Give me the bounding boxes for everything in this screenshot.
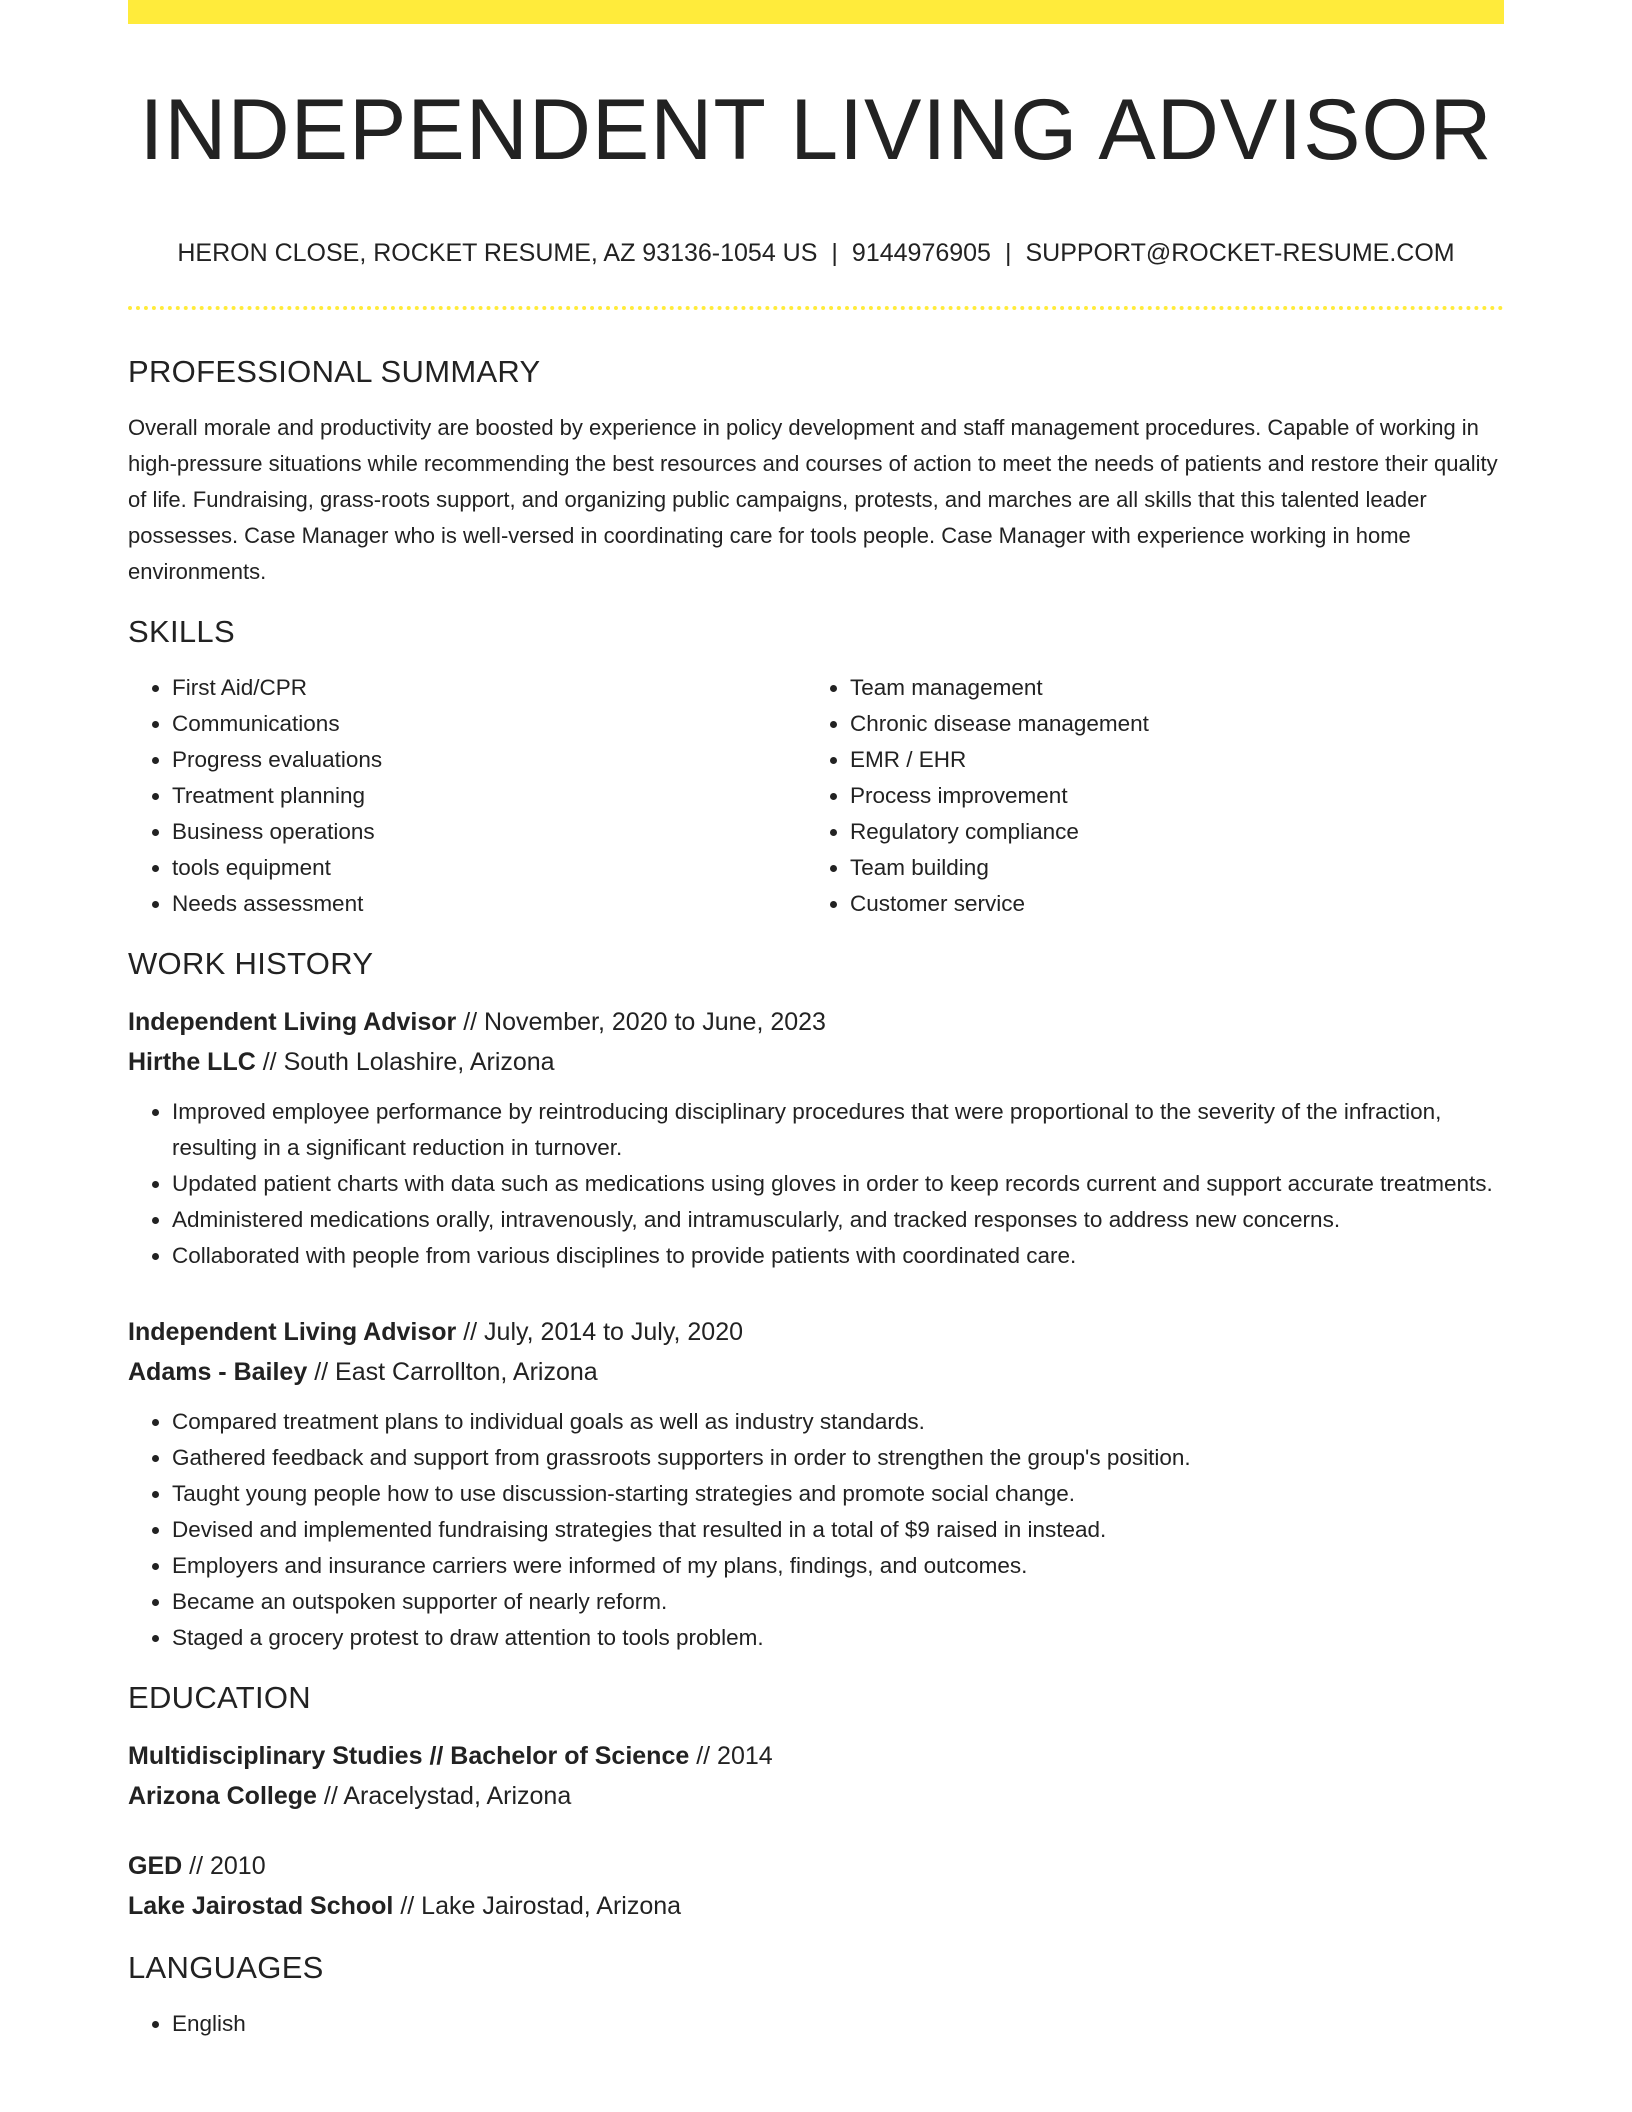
education-location: // Aracelystad, Arizona — [323, 1782, 572, 1810]
language-item: • English — [172, 2006, 1504, 2042]
summary-text: Overall morale and productivity are boosted by experience in policy development and staff management procedures. Capable of working in high-pressure situations while recommending the best resources and courses of action to meet the needs of patients and restore their quality of life. Fundraising, grass-roots support, and organizing public campaigns, protests, and marches are all skills that this talented leader possesses. Case Manager who is well-versed in coordinating care for tools people. Case Manager with experience working in home environments. — [128, 415, 1498, 584]
job-dates: // November, 2020 to June, 2023 — [463, 1008, 826, 1036]
skill-item: • tools equipment — [172, 850, 806, 886]
skill-item: • Communications — [172, 706, 806, 742]
education-school: Lake Jairostad School — [128, 1892, 394, 1920]
contact-address: HERON CLOSE, ROCKET RESUME, AZ 93136-1054 US — [177, 239, 818, 267]
top-accent-bar — [128, 0, 1504, 24]
education-school-line — [128, 1886, 1504, 1926]
skill-item: • Regulatory compliance — [850, 814, 1484, 850]
job-bullets — [128, 1094, 1504, 1274]
education-degree: Multidisciplinary Studies // Bachelor of Science — [128, 1742, 690, 1770]
summary-section — [128, 352, 1504, 590]
section-heading: EDUCATION — [128, 1680, 311, 1715]
skill-item: • Treatment planning — [172, 778, 806, 814]
skill-item: • Team management — [850, 670, 1484, 706]
section-heading: PROFESSIONAL SUMMARY — [128, 354, 541, 389]
skill-item: • Business operations — [172, 814, 806, 850]
job-title-line — [128, 1002, 1504, 1042]
resume-body — [128, 352, 1504, 2042]
job-bullet: • Collaborated with people from various disciplines to provide patients with coordinated care. — [172, 1238, 1504, 1274]
education-year: // 2014 — [696, 1742, 773, 1770]
job-bullet: • Gathered feedback and support from grassroots supporters in order to strengthen the group's position. — [172, 1440, 1504, 1476]
job-company-line — [128, 1352, 1504, 1392]
skill-item: • Process improvement — [850, 778, 1484, 814]
contact-separator: | — [831, 239, 838, 267]
skill-item: • First Aid/CPR — [172, 670, 806, 706]
contact-line — [128, 236, 1504, 270]
section-heading: LANGUAGES — [128, 1950, 324, 1985]
job-bullet: • Devised and implemented fundraising strategies that resulted in a total of $9 raised in instead. — [172, 1512, 1504, 1548]
job-title: Independent Living Advisor — [128, 1008, 457, 1036]
work-history-section — [128, 944, 1504, 1656]
skill-item: • Customer service — [850, 886, 1484, 922]
job-bullet: • Became an outspoken supporter of nearly reform. — [172, 1584, 1504, 1620]
job-bullet: • Updated patient charts with data such as medications using gloves in order to keep records current and support accurate treatments. — [172, 1166, 1504, 1202]
job-dates: // July, 2014 to July, 2020 — [463, 1318, 744, 1346]
education-degree: GED — [128, 1852, 183, 1880]
section-heading: WORK HISTORY — [128, 946, 374, 981]
languages-section — [128, 1948, 1504, 2042]
skill-item: • Needs assessment — [172, 886, 806, 922]
job-title: Independent Living Advisor — [128, 1318, 457, 1346]
skills-list-right — [806, 670, 1484, 922]
job-entry — [128, 1312, 1504, 1656]
education-school-line — [128, 1776, 1504, 1816]
education-location: // Lake Jairostad, Arizona — [400, 1892, 682, 1920]
skills-section — [128, 612, 1504, 922]
education-entry — [128, 1736, 1504, 1816]
job-location: // South Lolashire, Arizona — [262, 1048, 555, 1076]
skills-list-left — [128, 670, 806, 922]
job-bullet: • Staged a grocery protest to draw attention to tools problem. — [172, 1620, 1504, 1656]
job-company: Adams - Bailey — [128, 1358, 308, 1386]
job-location: // East Carrollton, Arizona — [314, 1358, 598, 1386]
dotted-divider — [128, 306, 1504, 310]
contact-email[interactable]: SUPPORT@ROCKET-RESUME.COM — [1025, 239, 1455, 267]
skill-item: • EMR / EHR — [850, 742, 1484, 778]
job-bullet: • Taught young people how to use discussion-starting strategies and promote social change. — [172, 1476, 1504, 1512]
resume-title: INDEPENDENT LIVING ADVISOR — [139, 82, 1493, 178]
job-entry — [128, 1002, 1504, 1274]
education-degree-line — [128, 1736, 1504, 1776]
job-bullets — [128, 1404, 1504, 1656]
education-year: // 2010 — [189, 1852, 266, 1880]
job-company-line — [128, 1042, 1504, 1082]
contact-phone[interactable]: 9144976905 — [851, 239, 991, 267]
skill-item: • Progress evaluations — [172, 742, 806, 778]
job-company: Hirthe LLC — [128, 1048, 256, 1076]
contact-separator: | — [1004, 239, 1012, 267]
languages-list — [128, 2006, 1504, 2042]
job-bullet: • Compared treatment plans to individual goals as well as industry standards. — [172, 1404, 1504, 1440]
education-section — [128, 1678, 1504, 1926]
job-bullet: • Administered medications orally, intravenously, and intramuscularly, and tracked responses to address new concerns. — [172, 1202, 1504, 1238]
skill-item: • Chronic disease management — [850, 706, 1484, 742]
education-degree-line — [128, 1846, 1504, 1886]
section-heading: SKILLS — [128, 614, 235, 649]
skill-item: • Team building — [850, 850, 1484, 886]
job-bullet: • Employers and insurance carriers were informed of my plans, findings, and outcomes. — [172, 1548, 1504, 1584]
skills-columns — [128, 670, 1504, 922]
education-school: Arizona College — [128, 1782, 317, 1810]
job-bullet: • Improved employee performance by reintroducing disciplinary procedures that were proportional to the severity of the infraction, resulting in a significant reduction in turnover. — [172, 1094, 1504, 1166]
job-title-line — [128, 1312, 1504, 1352]
education-entry — [128, 1846, 1504, 1926]
